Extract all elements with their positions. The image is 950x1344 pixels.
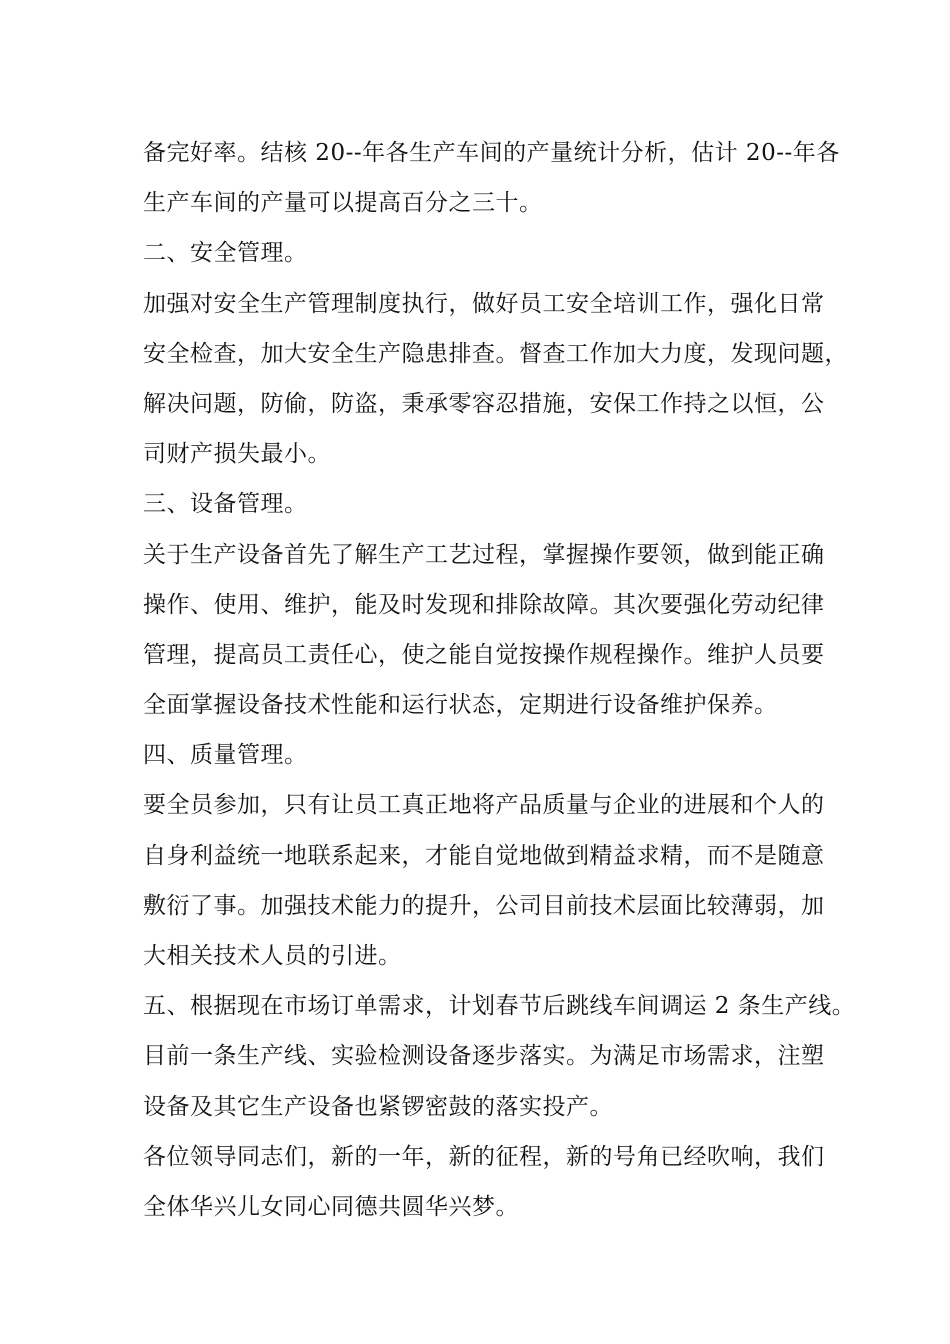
text-line: 安全检查，加大安全生产隐患排查。督查工作加大力度，发现问题， <box>143 340 848 367</box>
text-line: 设备及其它生产设备也紧锣密鼓的落实投产。 <box>143 1093 613 1120</box>
text-line: 敷衍了事。加强技术能力的提升，公司目前技术层面比较薄弱，加 <box>143 892 825 919</box>
text-line: 解决问题，防偷，防盗，秉承零容忍措施，安保工作持之以恒，公 <box>143 390 825 417</box>
text-line: 关于生产设备首先了解生产工艺过程，掌握操作要领，做到能正确 <box>143 541 825 568</box>
section-heading: 二、安全管理。 <box>143 240 308 267</box>
text-line: 司财产损失最小。 <box>143 441 331 468</box>
text-line: 备完好率。结核 20--年各生产车间的产量统计分析，估计 20--年各 <box>143 140 840 166</box>
text-line: 全体华兴儿女同心同德共圆华兴梦。 <box>143 1193 519 1220</box>
text-line: 管理，提高员工责任心，使之能自觉按操作规程操作。维护人员要 <box>143 641 825 668</box>
text-line: 目前一条生产线、实验检测设备逐步落实。为满足市场需求，注塑 <box>143 1043 825 1070</box>
text-line: 自身利益统一地联系起来，才能自觉地做到精益求精，而不是随意 <box>143 842 825 869</box>
text-line: 操作、使用、维护，能及时发现和排除故障。其次要强化劳动纪律 <box>143 591 825 618</box>
section-heading: 五、根据现在市场订单需求，计划春节后跳线车间调运 2 条生产线。 <box>143 993 856 1020</box>
text-line: 各位领导同志们，新的一年，新的征程，新的号角已经吹响，我们 <box>143 1143 825 1170</box>
text-line: 要全员参加，只有让员工真正地将产品质量与企业的进展和个人的 <box>143 792 825 819</box>
document-body <box>143 128 856 1232</box>
text-line: 加强对安全生产管理制度执行，做好员工安全培训工作，强化日常 <box>143 290 825 317</box>
text-line: 大相关技术人员的引进。 <box>143 943 402 969</box>
section-heading: 四、质量管理。 <box>143 742 308 769</box>
text-line: 全面掌握设备技术性能和运行状态，定期进行设备维护保养。 <box>143 692 778 719</box>
section-heading: 三、设备管理。 <box>143 491 308 518</box>
text-line: 生产车间的产量可以提高百分之三十。 <box>143 190 543 217</box>
